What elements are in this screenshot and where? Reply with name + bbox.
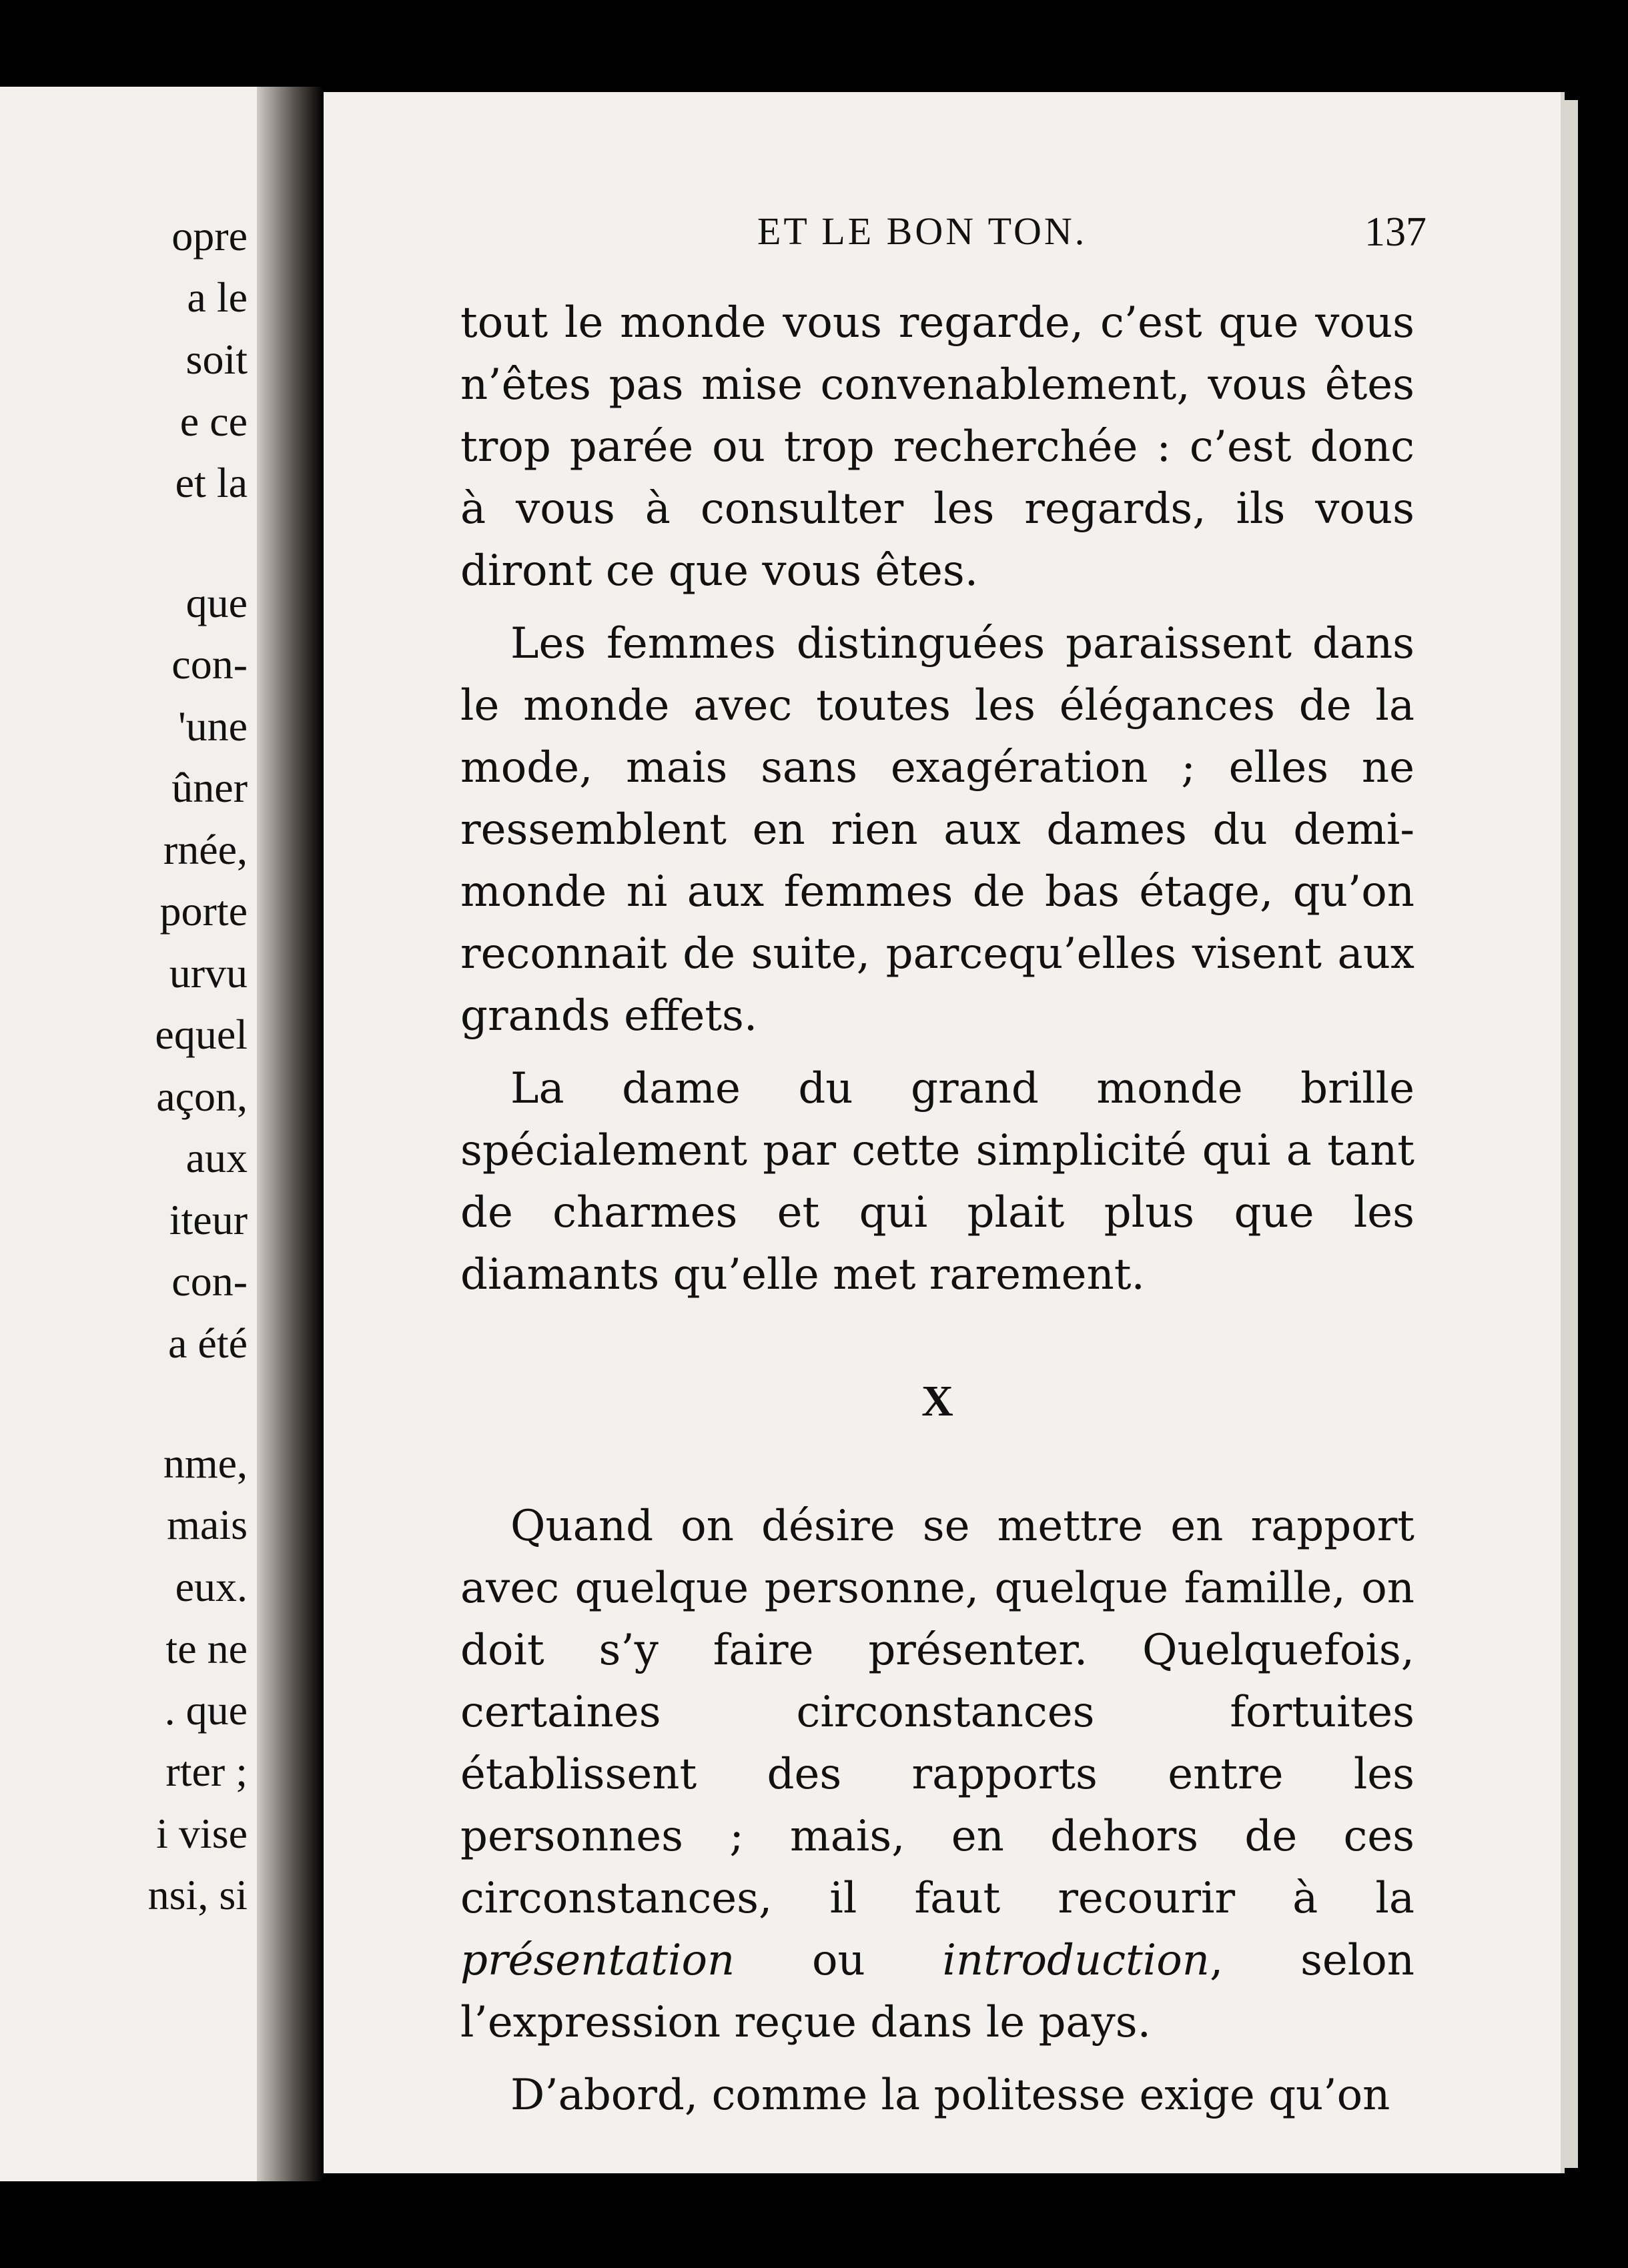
left-page-line: i vise	[156, 1810, 248, 1857]
left-page-line: . que	[164, 1686, 248, 1734]
left-page-fragment	[0, 87, 257, 2181]
left-page-line: con-	[171, 1257, 248, 1305]
italic-term: introduction	[942, 1936, 1210, 1985]
paragraph	[460, 1496, 1414, 2054]
left-page-line: con-	[171, 640, 248, 688]
running-head: ET LE BON TON.	[757, 209, 1088, 253]
left-page-line: et la	[175, 459, 248, 506]
page-header	[324, 209, 1565, 262]
left-page-line: que	[185, 579, 248, 626]
paragraph: Les femmes distinguées paraissent dans le monde avec toutes les élégances de la mode, mais sans exagération ; elles ne ressemblent en rien aux dames du demi-monde ni aux femmes de bas étage, qu’on reconnait de suite, parcequ’elles visent aux grands effets.	[460, 619, 1414, 1041]
left-page-line: equel	[155, 1011, 248, 1058]
page	[324, 92, 1565, 2173]
paragraph-text: ou	[735, 1936, 943, 1985]
page-edge	[1565, 100, 1578, 2168]
page-number: 137	[1364, 209, 1427, 255]
left-page-line: rnée,	[163, 826, 248, 873]
paragraph-text: , selon l’expression reçue dans le pays.	[460, 1936, 1415, 2047]
book-gutter	[257, 87, 324, 2181]
left-page-line: e ce	[179, 398, 248, 445]
left-page-line: rter ;	[165, 1748, 248, 1795]
page-body	[460, 292, 1414, 2127]
paragraph: tout le monde vous regarde, c’est que vous n’êtes pas mise convenablement, vous êtes trop parée ou trop recherchée : c’est donc à vous à consulter les regards, ils vous diront ce que vous êtes.	[460, 298, 1414, 596]
paragraph: D’abord, comme la politesse exige qu’on	[510, 2071, 1390, 2120]
left-page-line: nsi, si	[147, 1871, 248, 1918]
left-page-line: açon,	[156, 1073, 248, 1120]
left-page-line: mais	[167, 1501, 248, 1548]
section-number: X	[921, 1377, 953, 1426]
paragraph-text: Quand on désire se mettre en rapport avec quelque personne, quelque famille, on doit s’y faire présenter. Quelquefois, certaines circonstances fortuites établissent des rapports entre les personnes ; mais, en dehors de ces circonstances, il faut recourir à la	[460, 1502, 1414, 1923]
left-page-line: eux.	[175, 1563, 248, 1610]
left-page-line: a le	[187, 273, 248, 321]
left-page-line: porte	[159, 887, 248, 935]
left-page-line: urvu	[169, 949, 248, 997]
left-page-line: soit	[185, 336, 248, 383]
left-page-line: iteur	[169, 1196, 248, 1243]
left-page-line: aux	[185, 1134, 248, 1181]
left-page-line: a été	[168, 1319, 248, 1367]
left-page-line: nme,	[163, 1440, 248, 1487]
paragraph: La dame du grand monde brille spécialement par cette simplicité qui a tant de charmes et qui plait plus que les diamants qu’elle met rarement.	[460, 1064, 1414, 1299]
left-page-line: ûner	[171, 764, 248, 811]
left-page-line: 'une	[178, 702, 248, 750]
left-page-line: opre	[171, 212, 248, 259]
italic-term: présentation	[460, 1936, 735, 1985]
left-page-line: te ne	[165, 1625, 248, 1672]
